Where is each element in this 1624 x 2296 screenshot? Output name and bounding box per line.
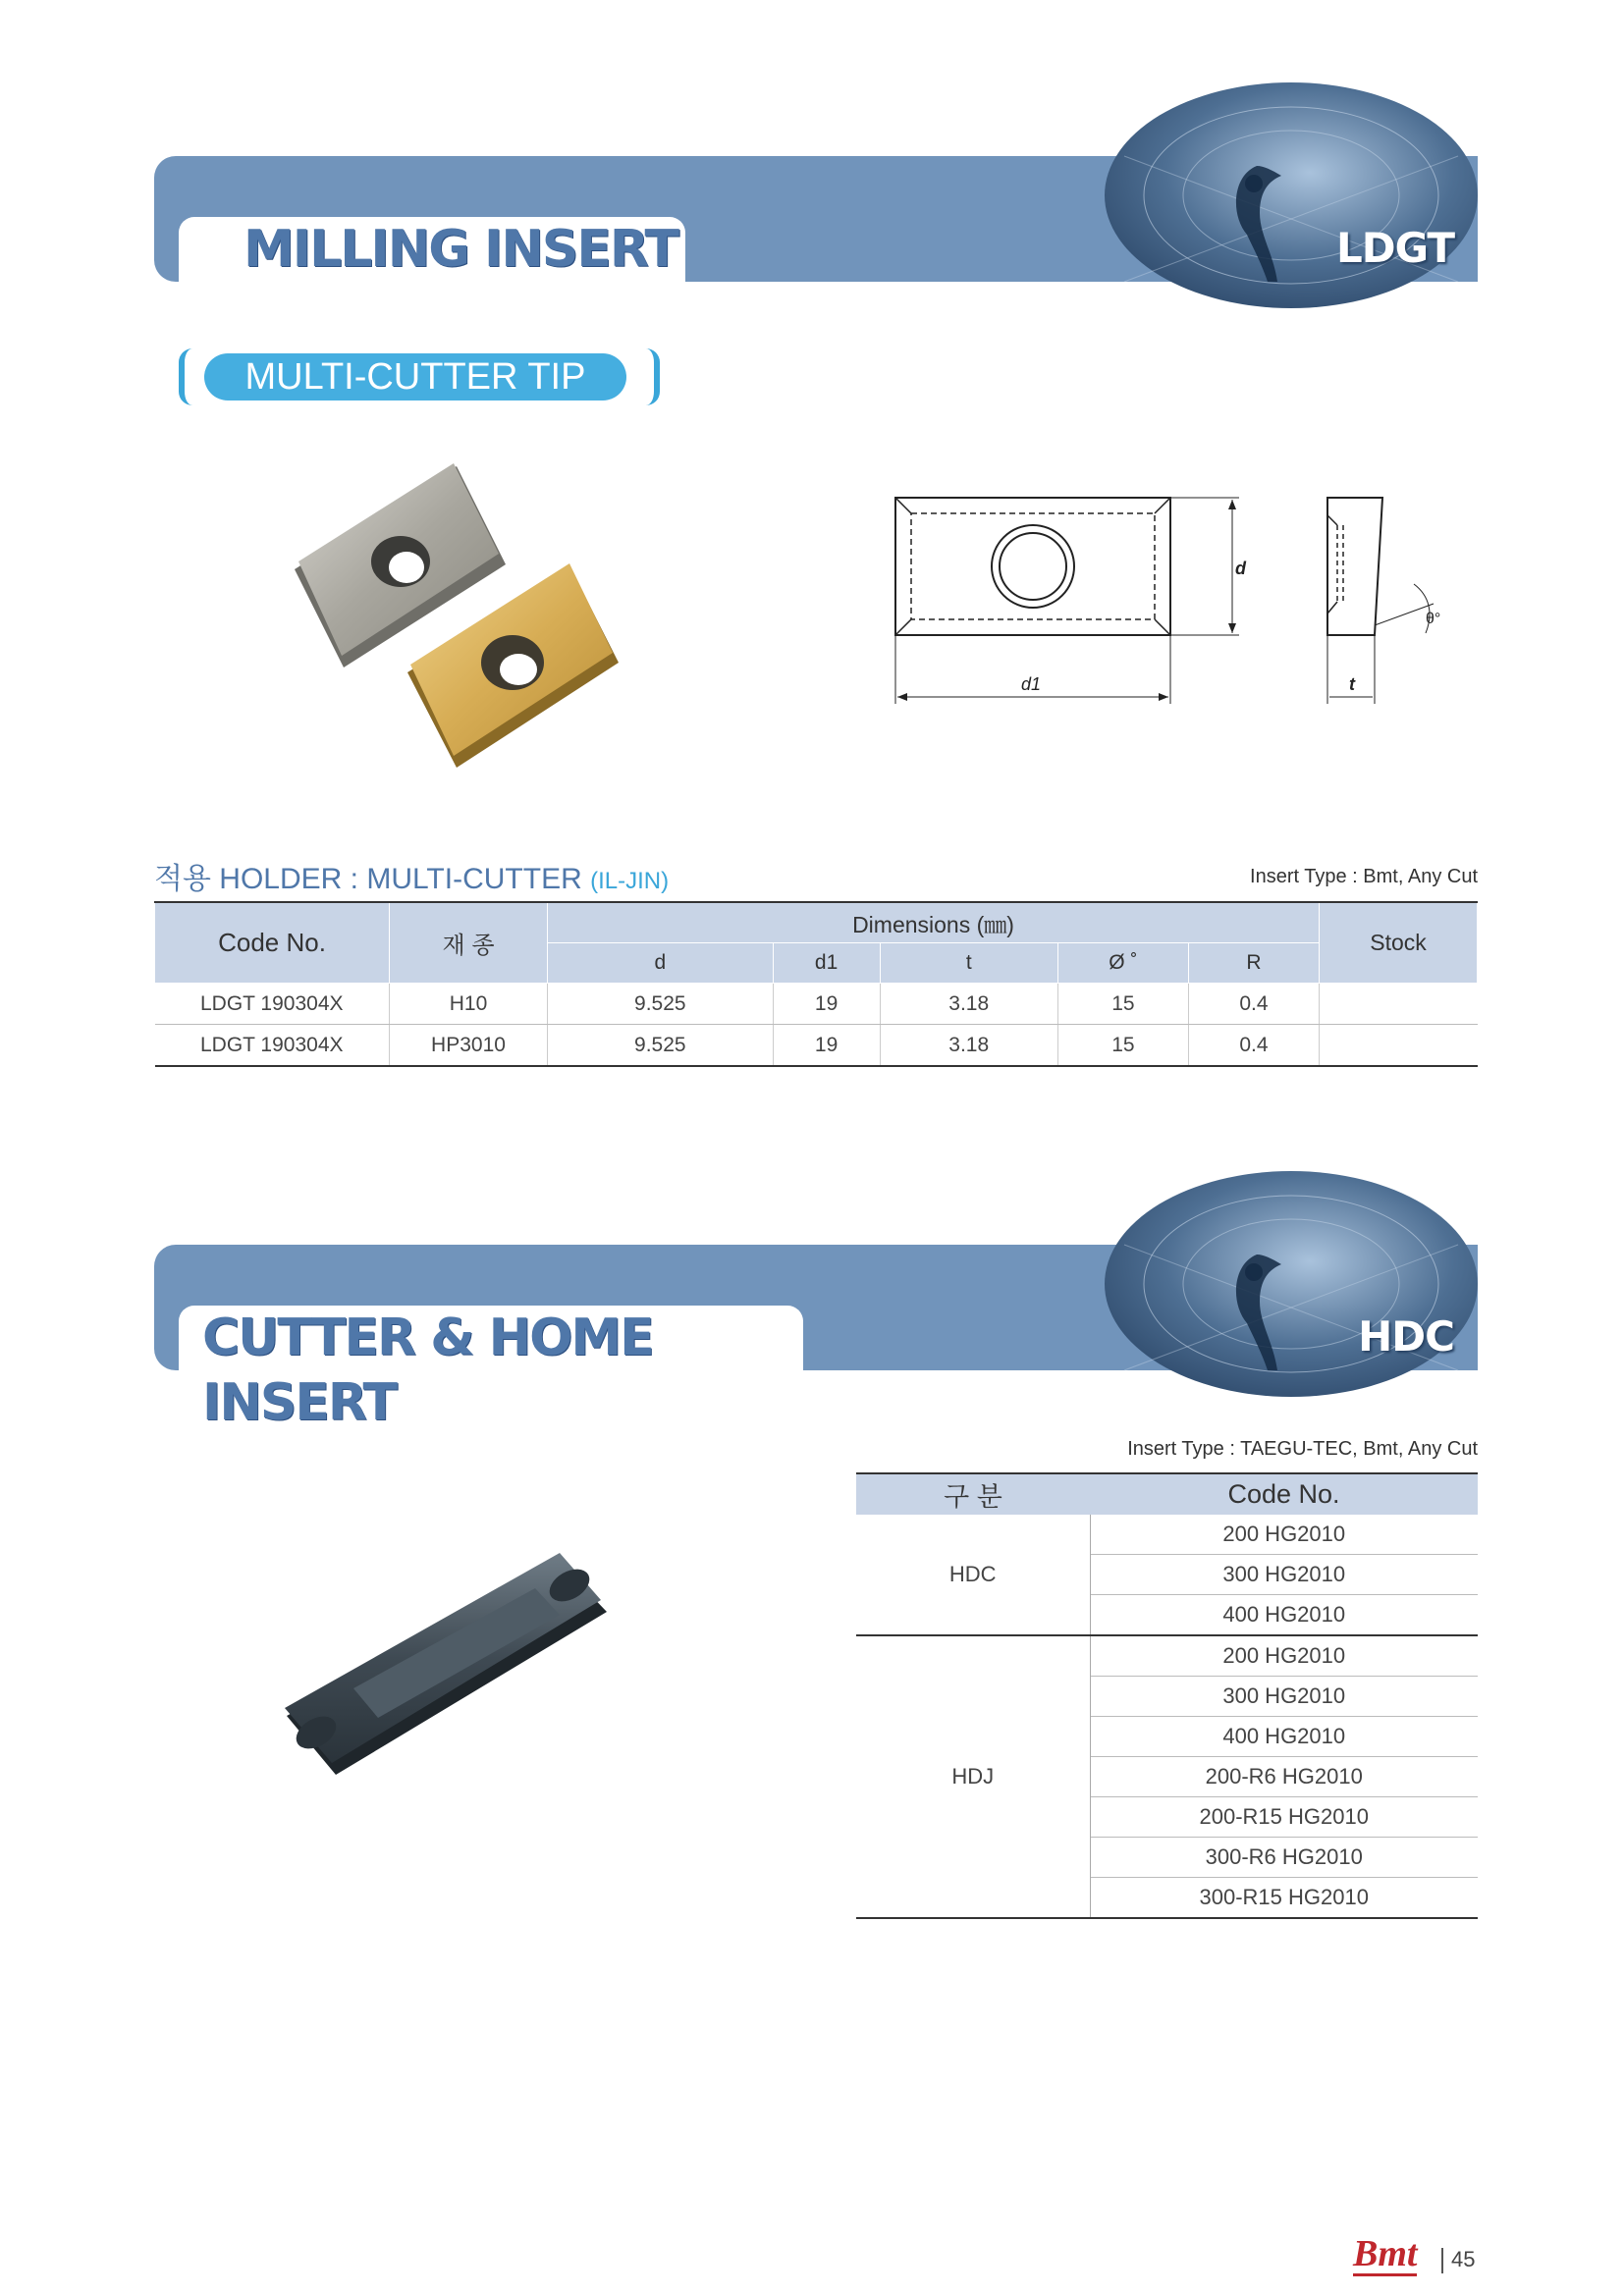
brand-logo: Bmt — [1353, 2233, 1418, 2274]
col-t: t — [880, 943, 1057, 984]
cell-d: 9.525 — [548, 1025, 774, 1067]
table-row — [856, 1635, 1478, 1677]
cell-code: 300 HG2010 — [1090, 1555, 1478, 1595]
cell-code: 300-R15 HG2010 — [1090, 1878, 1478, 1919]
col-dimensions: Dimensions (㎜) — [548, 902, 1320, 943]
cell-code: 200-R6 HG2010 — [1090, 1757, 1478, 1797]
dim-label-d: d — [1235, 559, 1246, 578]
col-code-no: Code No. — [1090, 1473, 1478, 1515]
cell-code: 300-R6 HG2010 — [1090, 1838, 1478, 1878]
col-d1: d1 — [773, 943, 880, 984]
cutter-home-insert-banner — [154, 1245, 1478, 1432]
hdc-insert-photo — [275, 1541, 619, 1796]
cell-code: 200 HG2010 — [1090, 1635, 1478, 1677]
section-title: MILLING INSERT — [244, 220, 678, 279]
cell-group-hdc: HDC — [856, 1515, 1090, 1635]
footer-divider — [1441, 2248, 1443, 2273]
cell-code: 300 HG2010 — [1090, 1677, 1478, 1717]
table-row — [155, 984, 1478, 1025]
cell-grade: H10 — [390, 984, 548, 1025]
col-grade: 재 종 — [390, 902, 548, 984]
cell-angle: 15 — [1057, 984, 1188, 1025]
cell-d1: 19 — [773, 1025, 880, 1067]
section-title: CUTTER & HOME INSERT — [202, 1308, 653, 1432]
banner-title-tab — [179, 217, 685, 282]
cell-code: LDGT 190304X — [155, 984, 390, 1025]
ldgt-insert-photo — [285, 452, 638, 785]
table-row — [155, 1025, 1478, 1067]
cell-code: 200 HG2010 — [1090, 1515, 1478, 1555]
cell-grade: HP3010 — [390, 1025, 548, 1067]
cell-d: 9.525 — [548, 984, 774, 1025]
col-angle: Ø ˚ — [1057, 943, 1188, 984]
cell-stock — [1320, 984, 1478, 1025]
cell-t: 3.18 — [880, 1025, 1057, 1067]
col-d: d — [548, 943, 774, 984]
holder-maker: (IL-JIN) — [590, 868, 670, 894]
dim-label-d1: d1 — [1021, 674, 1042, 694]
col-code-no: Code No. — [155, 902, 390, 984]
dim-label-t: t — [1349, 674, 1355, 694]
insert-type-caption: Insert Type : Bmt, Any Cut — [1250, 866, 1478, 887]
cell-code: 400 HG2010 — [1090, 1595, 1478, 1636]
insert-type-caption: Insert Type : TAEGU-TEC, Bmt, Any Cut — [1127, 1438, 1478, 1460]
subtitle-badge — [179, 348, 660, 405]
cell-code: 400 HG2010 — [1090, 1717, 1478, 1757]
cell-code: LDGT 190304X — [155, 1025, 390, 1067]
cell-d1: 19 — [773, 984, 880, 1025]
col-r: R — [1188, 943, 1319, 984]
cell-t: 3.18 — [880, 984, 1057, 1025]
cell-stock — [1320, 1025, 1478, 1067]
page-number: 45 — [1451, 2247, 1476, 2271]
banner-title-tab — [179, 1306, 803, 1432]
holder-line — [154, 854, 669, 897]
cell-r: 0.4 — [1188, 984, 1319, 1025]
section-code: HDC — [1358, 1312, 1454, 1361]
milling-insert-banner — [154, 156, 1478, 282]
section-code: LDGT — [1335, 224, 1454, 272]
table-row — [856, 1515, 1478, 1555]
hdc-code-table — [856, 1472, 1478, 1919]
cell-code: 200-R15 HG2010 — [1090, 1797, 1478, 1838]
subtitle-label: MULTI-CUTTER TIP — [204, 353, 626, 400]
cell-group-hdj: HDJ — [856, 1635, 1090, 1918]
holder-label: 적용 HOLDER : MULTI-CUTTER — [154, 863, 582, 895]
dim-label-theta: θ° — [1426, 611, 1441, 627]
cell-r: 0.4 — [1188, 1025, 1319, 1067]
col-stock: Stock — [1320, 902, 1478, 984]
col-group: 구 분 — [856, 1473, 1090, 1515]
ldgt-spec-table — [154, 901, 1478, 1067]
cell-angle: 15 — [1057, 1025, 1188, 1067]
ldgt-technical-drawing — [884, 486, 1463, 712]
